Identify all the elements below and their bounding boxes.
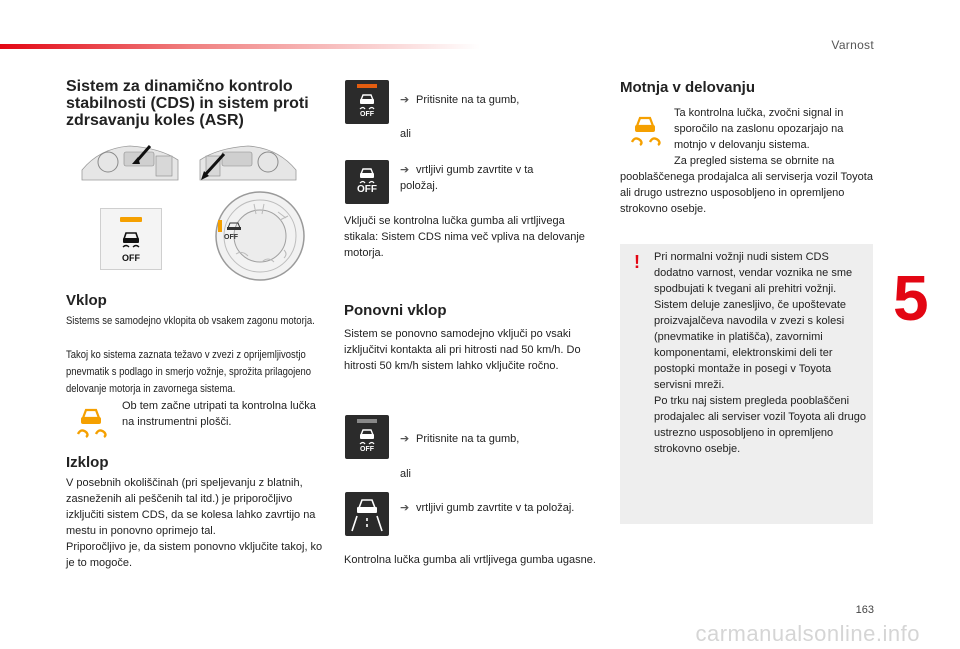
step-press-button-1: ➔ Pritisnite na ta gumb, (400, 94, 520, 106)
button-off-label: OFF (122, 253, 140, 263)
esp-off-knob-position-icon: OFF (345, 160, 389, 204)
step-rotate-knob-1: ➔ vrtljivi gumb zavrtite v ta položaj. (400, 164, 534, 192)
esp-button-icon: OFF (345, 415, 389, 459)
vklop-text-1: Sistems se samodejno vklopita ob vsakem zagonu motorja. (66, 315, 315, 327)
chapter-number: 5 (893, 262, 929, 334)
or-text-1: ali (400, 128, 412, 140)
knob-off-label: OFF (224, 234, 238, 241)
izklop-text-2: Priporočljivo je, da sistem ponovno vključite takoj, ko je to mogoče. (66, 541, 323, 569)
esp-off-icon (120, 229, 142, 249)
esp-off-icon (357, 427, 377, 445)
skid-warning-icon (628, 112, 662, 146)
cds-off-button-illustration (100, 208, 162, 270)
note-paragraph-3: Po trku naj sistem pregleda pooblaščeni prodajalec ali serviser vozil Toyota ali drugo ustrezno usposobljeno in opremljeno strokovno osebje. (654, 395, 866, 455)
deactivation-result-text: Vključi se kontrolna lučka gumba ali vrtljivega stikala: Sistem CDS nima več vpliva na delovanje motorja. (344, 215, 585, 259)
step-press-button-2: ➔ Pritisnite na ta gumb, (400, 433, 520, 445)
malfunction-text-rest: pooblaščenega prodajalca ali serviserja vozil Toyota ali drugo ustrezno usposobljeno in opremljeno strokovno osebje. (620, 171, 873, 215)
button-indicator-led (120, 217, 142, 222)
page-title: Sistem za dinamično kontrolo stabilnosti (CDS) in sistem proti zdrsavanju koles (ASR) (66, 78, 309, 129)
reactivation-result-text: Kontrolna lučka gumba ali vrtljivega gumba ugasne. (344, 554, 596, 566)
arrow-bullet-icon: ➔ (400, 94, 410, 106)
page-number: 163 (855, 604, 874, 616)
ponovni-vklop-text: Sistem se ponovno samodejno vključi po vsaki izključitvi kontakta ali pri hitrosti nad 50 km/h. Do hitrosti 50 km/h sistem lahko vključite ročno. (344, 328, 581, 372)
heading-vklop: Vklop (66, 292, 107, 309)
section-title: Varnost (831, 38, 874, 52)
terrain-road-button-icon (345, 492, 389, 536)
watermark: carmanualsonline.info (695, 621, 920, 646)
step-rotate-knob-2: ➔ vrtljivi gumb zavrtite v ta položaj. (400, 502, 575, 514)
note-paragraph-1: Pri normalni vožnji nudi sistem CDS dodatno varnost, vendar voznika ne sme spodbujati k tvegani ali prehitri vožnji. (654, 251, 853, 295)
skid-warning-icon (74, 404, 108, 438)
dashboard-illustration-right (198, 140, 298, 184)
warning-exclamation-icon: ! (634, 252, 640, 272)
heading-ponovni-vklop: Ponovni vklop (344, 302, 447, 319)
dashboard-illustration-left (80, 140, 180, 184)
or-text-2: ali (400, 468, 412, 480)
arrow-bullet-icon: ➔ (400, 502, 410, 514)
esp-off-button-icon: OFF (345, 80, 389, 124)
esp-off-icon (357, 92, 377, 110)
heading-izklop: Izklop (66, 454, 109, 471)
arrow-bullet-icon: ➔ (400, 164, 410, 176)
izklop-text-1: V posebnih okoliščinah (pri speljevanju z blatnih, zasneženih ali peščenih tal itd.) je priporočljivo izključiti sistem CDS, da se kolesa lahko zavrtijo na mestu in ponovno oprimejo tal. (66, 477, 316, 537)
malfunction-text-lines: Ta kontrolna lučka, zvočni signal in sporočilo na zaslonu opozarjajo na motnjo v delovanju sistema. Za pregled sistema se obrnite na (674, 107, 844, 167)
terrain-road-icon (351, 496, 383, 532)
vklop-text-2: Takoj ko sistema zaznata težavo v zvezi z oprijemljivostjo pnevmatik s podlago in smerjo vožnje, sprožita prilagojeno delovanje motorja in zavornega sistema. (66, 349, 312, 395)
arrow-bullet-icon: ➔ (400, 433, 410, 445)
note-paragraph-2: Sistem deluje zanesljivo, če upoštevate proizvajalčeva navodila v zvezi s kolesi (pnevmatike in platišča), zavornimi komponentami, elektronskimi deli ter postopki montaže in posegi v Toyota servisni mreži. (654, 299, 846, 391)
header-accent-bar (0, 44, 480, 49)
esp-off-icon (357, 166, 377, 184)
vklop-warning-text: Ob tem začne utripati ta kontrolna lučka na instrumentni plošči. (122, 400, 316, 428)
heading-motnja: Motnja v delovanju (620, 79, 756, 96)
note-text (654, 249, 870, 457)
